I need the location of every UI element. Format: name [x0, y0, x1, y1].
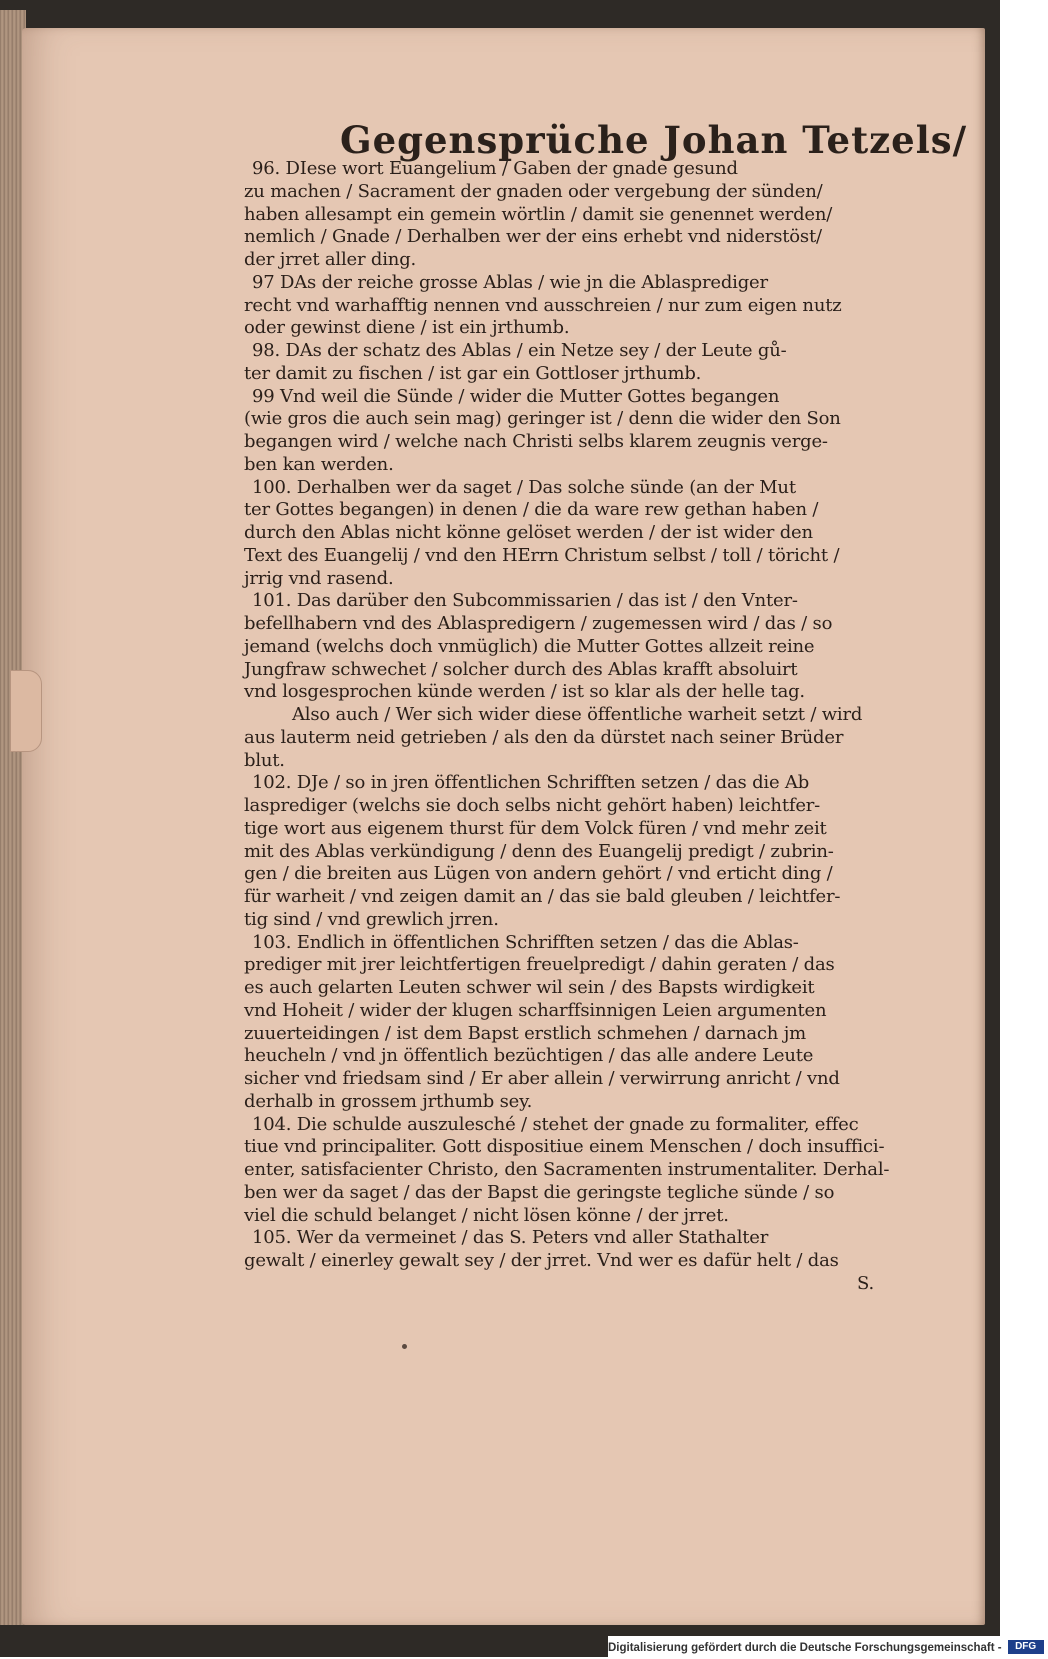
text-line: tiue vnd principaliter. Gott dispositiue einem Menschen / doch insuffici-	[244, 1136, 885, 1158]
text-line: der jrret aller ding.	[244, 249, 417, 270]
text-line: befellhabern vnd des Ablaspredigern / zugemessen wird / das / so	[244, 613, 833, 634]
text-line: ben kan werden.	[244, 453, 394, 475]
running-head: Gegensprüche Johan Tetzels/	[340, 118, 968, 162]
text-line: tig sind / vnd grewlich jrren.	[244, 908, 499, 930]
text-block	[244, 158, 904, 1296]
text-line: durch den Ablas nicht könne gelöset werden / der ist wider den	[244, 522, 813, 543]
page-tab-marker	[10, 670, 42, 752]
text-line: Text des Euangelij / vnd den HErrn Christum selbst / toll / töricht /	[244, 544, 840, 566]
text-line: heucheln / vnd jn öffentlich bezüchtigen / das alle andere Leute	[244, 1045, 814, 1067]
text-line: vnd Hoheit / wider der klugen scharffsinnigen Leien argumenten	[244, 999, 827, 1021]
text-line: 97 DAs der reiche grosse Ablas / wie jn die Ablasprediger	[252, 271, 768, 293]
text-line: viel die schuld belanget / nicht lösen könne / der jrret.	[244, 1204, 729, 1226]
digitization-footer	[608, 1636, 1037, 1657]
footer-credit-text: Digitalisierung gefördert durch die Deutsche Forschungsgemeinschaft -	[608, 1642, 1002, 1654]
text-line: sicher vnd friedsam sind / Er aber allein / verwirrung anricht / vnd	[244, 1068, 840, 1089]
text-line: zuuerteidingen / ist dem Bapst erstlich schmehen / darnach jm	[244, 1022, 806, 1044]
text-line: ter damit zu fischen / ist gar ein Gottloser jrthumb.	[244, 362, 702, 384]
text-line: jrrig vnd rasend.	[244, 567, 394, 589]
text-line: 98. DAs der schatz des Ablas / ein Netze sey / der Leute gů-	[252, 340, 787, 361]
text-line: begangen wird / welche nach Christi selbs klarem zeugnis verge-	[244, 431, 828, 452]
text-line: für warheit / vnd zeigen damit an / das sie bald gleuben / leichtfer-	[244, 886, 841, 907]
text-line: prediger mit jrer leichtfertigen freuelpredigt / dahin geraten / das	[244, 954, 835, 976]
text-line: tige wort aus eigenem thurst für dem Volck füren / vnd mehr zeit	[244, 817, 827, 839]
text-line: 100. Derhalben wer da saget / Das solche sünde (an der Mut	[252, 476, 796, 498]
dfg-logo-icon: DFG	[1008, 1640, 1044, 1654]
text-line: jemand (welchs doch vnmüglich) die Mutter Gottes allzeit reine	[244, 635, 815, 657]
text-line: 99 Vnd weil die Sünde / wider die Mutter Gottes begangen	[252, 385, 780, 407]
text-line: lasprediger (welchs sie doch selbs nicht gehört haben) leichtfer-	[244, 795, 821, 816]
text-line: ben wer da saget / das der Bapst die geringste tegliche sünde / so	[244, 1181, 835, 1203]
printer-dot-ornament	[402, 1344, 407, 1349]
text-line: gewalt / einerley gewalt sey / der jrret. Vnd wer es dafür helt / das	[244, 1250, 839, 1271]
text-line: enter, satisfacienter Christo, den Sacramenten instrumentaliter. Derhal-	[244, 1159, 890, 1180]
text-line: 105. Wer da vermeinet / das S. Peters vnd aller Stathalter	[252, 1227, 769, 1249]
text-line: derhalb in grossem jrthumb sey.	[244, 1090, 533, 1112]
text-line: ter Gottes begangen) in denen / die da ware rew gethan haben /	[244, 499, 819, 521]
text-line: 103. Endlich in öffentlichen Schrifften setzen / das die Ablas-	[252, 931, 799, 953]
text-line: oder gewinst diene / ist ein jrthumb.	[244, 317, 570, 339]
text-line: gen / die breiten aus Lügen von andern gehört / vnd erticht ding /	[244, 863, 833, 885]
catchword: S.	[856, 1272, 874, 1294]
text-line: 104. Die schulde auszulesché / stehet der gnade zu formaliter, effec	[252, 1113, 859, 1135]
text-line: aus lauterm neid getrieben / als den da dürstet nach seiner Brüder	[244, 726, 844, 748]
text-line: es auch gelarten Leuten schwer wil sein / des Bapsts wirdigkeit	[244, 977, 815, 998]
text-line: (wie gros die auch sein mag) geringer ist / denn die wider den Son	[244, 408, 841, 430]
text-line: 102. DJe / so in jren öffentlichen Schrifften setzen / das die Ab	[252, 772, 810, 794]
text-line: recht vnd warhafftig nennen vnd ausschreien / nur zum eigen nutz	[244, 294, 842, 316]
text-line: 96. DIese wort Euangelium / Gaben der gnade gesund	[252, 158, 738, 179]
text-line: 101. Das darüber den Subcommissarien / das ist / den Vnter-	[252, 590, 798, 612]
text-line: mit des Ablas verkündigung / denn des Euangelij predigt / zubrin-	[244, 840, 834, 862]
text-line: Jungfraw schwechet / solcher durch des Ablas krafft absoluirt	[244, 658, 798, 680]
text-line: Also auch / Wer sich wider diese öffentliche warheit setzt / wird	[292, 704, 863, 725]
text-line: vnd losgesprochen künde werden / ist so klar als der helle tag.	[244, 681, 805, 703]
text-line: blut.	[244, 749, 285, 771]
text-line: zu machen / Sacrament der gnaden oder vergebung der sünden/	[244, 180, 823, 202]
text-line: haben allesampt ein gemein wörtlin / damit sie genennet werden/	[244, 203, 833, 225]
text-line: nemlich / Gnade / Derhalben wer der eins erhebt vnd niderstöst/	[244, 226, 822, 248]
